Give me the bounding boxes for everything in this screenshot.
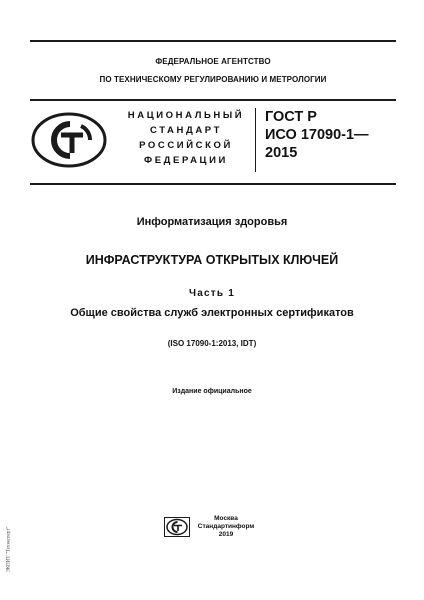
national-standard-label	[120, 108, 252, 168]
standard-line-2: СТАНДАРТ	[150, 125, 222, 136]
edition-label: Издание официальное	[172, 388, 252, 395]
publisher-block	[196, 515, 256, 539]
side-watermark-note: ЭКПИТ "Техэксперт"	[6, 526, 12, 573]
agency-line-1: ФЕДЕРАЛЬНОЕ АГЕНТСТВО	[155, 57, 271, 66]
title-rule	[30, 183, 396, 185]
standard-line-1: НАЦИОНАЛЬНЫЙ	[127, 110, 245, 121]
designation-divider	[255, 108, 256, 172]
iso-reference: (ISO 17090-1:2013, IDT)	[167, 339, 257, 348]
agency-line-2: ПО ТЕХНИЧЕСКОМУ РЕГУЛИРОВАНИЮ И МЕТРОЛОГИИ	[99, 75, 327, 84]
publisher-name: Стандартинформ	[197, 523, 255, 530]
standard-line-4: ФЕДЕРАЦИИ	[144, 155, 228, 166]
designation-line-1: ГОСТ Р	[265, 109, 317, 125]
part-subtitle: Общие свойства служб электронных сертификатов	[70, 307, 354, 319]
series-title: Информатизация здоровья	[136, 216, 288, 228]
designation-line-2: ИСО 17090-1—	[265, 127, 369, 143]
standartinform-logo-icon	[164, 517, 190, 537]
standard-line-3: РОССИЙСКОЙ	[139, 140, 233, 151]
designation-line-3: 2015	[265, 145, 298, 161]
publisher-year: 2019	[218, 531, 234, 538]
header-rule	[30, 99, 396, 101]
top-rule	[30, 40, 396, 42]
gost-r-logo-icon	[30, 111, 108, 169]
publisher-city: Москва	[214, 515, 238, 522]
standard-designation	[265, 108, 369, 162]
main-title: ИНФРАСТРУКТУРА ОТКРЫТЫХ КЛЮЧЕЙ	[85, 253, 339, 267]
part-label: Часть 1	[189, 288, 235, 299]
